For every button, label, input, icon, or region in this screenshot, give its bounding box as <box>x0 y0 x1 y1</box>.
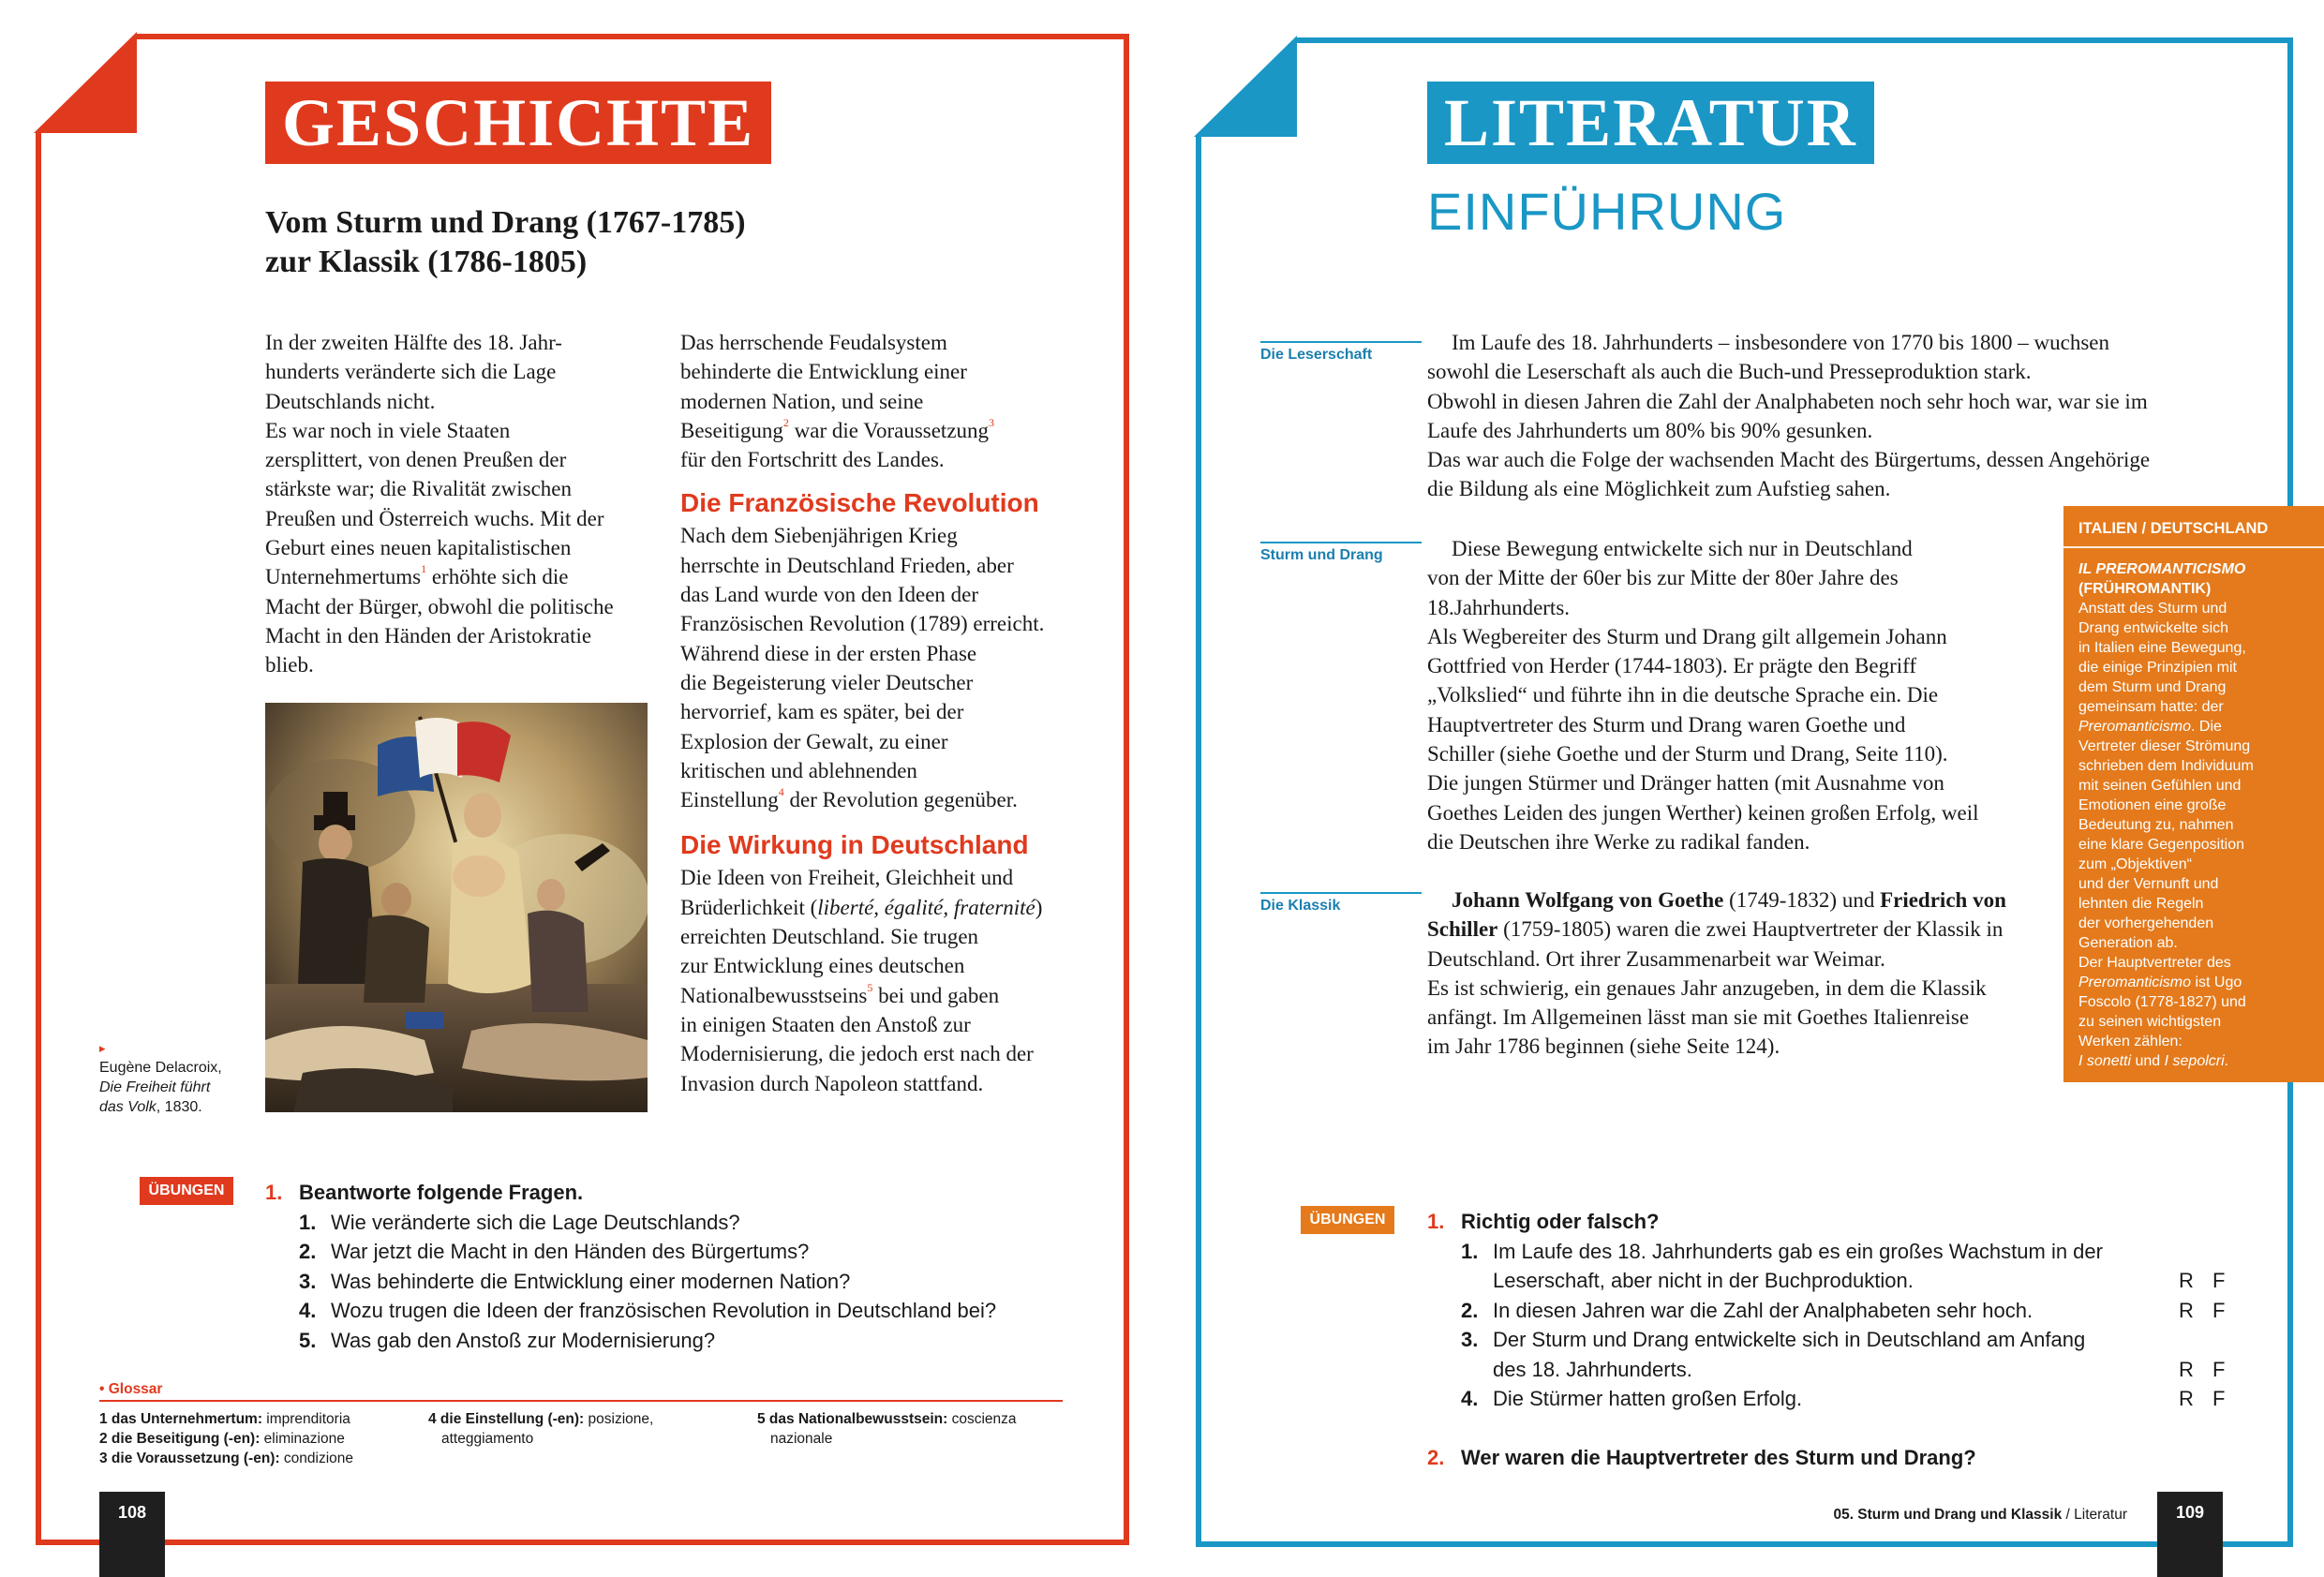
sidebar-divider <box>2063 546 2324 548</box>
sidebar-line <box>2078 1051 2309 1071</box>
margin-rule <box>1260 341 1422 343</box>
exercise-item <box>265 1267 1109 1297</box>
left-exercise-block <box>265 1178 1109 1355</box>
sidebar-line <box>2078 973 2309 992</box>
text-fragment: (1749-1832) und <box>1723 888 1881 912</box>
sidebar-line: Der Hauptvertreter des <box>2078 955 2231 971</box>
text-line: Goethes Leiden des jungen Werther) keinen großen Erfolg, weil <box>1427 800 1979 825</box>
glossary-term: 5 das Nationalbewusstsein: <box>757 1411 948 1427</box>
item-text: des 18. Jahrhunderts. <box>1493 1357 1692 1381</box>
sidebar-line: eine klare Gegenposition <box>2078 837 2245 853</box>
text-line: hervorrief, kam es später, bei der <box>680 700 964 724</box>
text-line: Es ist schwierig, ein genaues Jahr anzugeben, in dem die Klassik <box>1427 975 1987 1000</box>
text-line: Das herrschende Feudalsystem <box>680 331 947 354</box>
sidebar-line: Werken zählen: <box>2078 1034 2182 1049</box>
sidebar-line: Emotionen eine große <box>2078 797 2227 813</box>
french-motto: liberté, égalité, fraternité <box>817 895 1035 919</box>
text-line: von der Mitte der 60er bis zur Mitte der 80er Jahre des <box>1427 566 1899 590</box>
glossary-column-1 <box>99 1409 353 1468</box>
text-line: kritischen und ablehnenden <box>680 758 917 782</box>
exercise-item <box>265 1326 1109 1356</box>
left-page-frame-bottom <box>36 1540 1129 1545</box>
text-line: Während diese in der ersten Phase <box>680 641 977 665</box>
item-text: War jetzt die Macht in den Händen des Bürgertums? <box>331 1240 810 1263</box>
caption-title-line-1: Die Freiheit führt <box>99 1079 211 1095</box>
item-text: Der Sturm und Drang entwickelte sich in Deutschland am Anfang <box>1493 1328 2086 1351</box>
sidebar-line: und der Vernunft und <box>2078 876 2219 892</box>
text-line: in einigen Staaten den Anstoß zur <box>680 1012 971 1036</box>
text-line: zur Entwicklung eines deutschen <box>680 954 965 978</box>
text-line: Explosion der Gewalt, zu einer <box>680 729 948 753</box>
item-text: Die Stürmer hatten großen Erfolg. <box>1493 1387 1803 1410</box>
text-line: 18.Jahrhunderts. <box>1427 595 1571 619</box>
sidebar-title-sub: (FRÜHROMANTIK) <box>2078 581 2212 597</box>
name-schiller: Friedrich von <box>1880 888 2006 912</box>
item-number: 2. <box>1461 1298 1479 1322</box>
glossary-definition: condizione <box>279 1451 354 1466</box>
text-fragment: . <box>2224 1053 2229 1069</box>
item-text: Was behinderte die Entwicklung einer modernen Nation? <box>331 1269 851 1293</box>
margin-rule <box>1260 542 1422 543</box>
item-text: Leserschaft, aber nicht in der Buchproduktion. <box>1493 1269 1914 1292</box>
sidebar-line: Drang entwickelte sich <box>2078 620 2229 636</box>
text-line: Macht in den Händen der Aristokratie <box>265 623 592 647</box>
term-unternehmertum: Unternehmertums <box>265 565 422 589</box>
footnote-mark: 3 <box>989 415 995 429</box>
item-number: 3. <box>299 1269 317 1293</box>
text-line: für den Fortschritt des Landes. <box>680 448 945 472</box>
sidebar-title: IL PREROMANTICISMO <box>2078 561 2246 577</box>
text-line: Diese Bewegung entwickelte sich nur in Deutschland <box>1452 537 1913 560</box>
text-line: die Begeisterung vieler Deutscher <box>680 670 974 694</box>
page-number-left <box>99 1492 165 1577</box>
glossary-entry <box>428 1429 653 1449</box>
right-page-corner-fold <box>1194 36 1299 139</box>
option-richtig[interactable]: R <box>2179 1298 2194 1322</box>
text-line: Schiller (siehe Goethe und der Sturm und Drang, Seite 110). <box>1427 742 1948 766</box>
true-false-item <box>1427 1325 2252 1384</box>
paragraph-sturm-und-drang <box>1427 534 2046 856</box>
page-title-geschichte: GESCHICHTE <box>265 82 771 164</box>
text-line: Es war noch in viele Staaten <box>265 418 511 442</box>
sidebar-italien-deutschland <box>2063 506 2324 1082</box>
option-richtig[interactable]: R <box>2179 1387 2194 1410</box>
glossary-entry <box>757 1429 1017 1449</box>
text-line: Französischen Revolution (1789) erreicht. <box>680 612 1045 636</box>
exercise-title: Wer waren die Hauptvertreter des Sturm und Drang? <box>1461 1445 1976 1469</box>
text-line: Geburt eines neuen kapitalistischen <box>265 536 572 560</box>
item-number: 1. <box>1461 1239 1479 1263</box>
sidebar-line: schrieben dem Individuum <box>2078 758 2254 774</box>
term-beseitigung: Beseitigung <box>680 418 783 442</box>
text-line <box>1427 915 2055 944</box>
item-text: Wozu trugen die Ideen der französischen Revolution in Deutschland bei? <box>331 1299 997 1322</box>
text-line: modernen Nation, und seine <box>680 389 924 413</box>
sidebar-line: die einige Prinzipien mit <box>2078 660 2237 676</box>
text-line: Hauptvertreter des Sturm und Drang waren Goethe und <box>1427 712 1906 736</box>
option-falsch[interactable]: F <box>2212 1387 2226 1410</box>
term-preromanticismo: Preromanticismo <box>2078 719 2192 735</box>
text-line: Macht der Bürger, obwohl die politische <box>265 594 614 618</box>
text-line: erreichten Deutschland. Sie trugen <box>680 925 979 949</box>
sidebar-line: zum „Objektiven“ <box>2078 856 2192 872</box>
text-fragment: ) <box>1035 895 1043 919</box>
right-page-frame-bottom <box>1196 1541 2293 1547</box>
true-false-item <box>1427 1237 2252 1296</box>
exercise-tag-uebungen: ÜBUNGEN <box>140 1177 233 1205</box>
option-richtig[interactable]: R <box>2179 1269 2194 1292</box>
sidebar-line: Vertreter dieser Strömung <box>2078 738 2251 754</box>
page-number-text: 108 <box>117 1503 147 1522</box>
item-text: Was gab den Anstoß zur Modernisierung? <box>331 1328 716 1352</box>
text-line: Gottfried von Herder (1744-1803). Er prägte den Begriff <box>1427 654 1917 678</box>
text-line <box>1427 885 2055 915</box>
text-fragment: der Revolution gegenüber. <box>783 788 1018 812</box>
page-number-right <box>2157 1492 2223 1577</box>
term-einstellung: Einstellung <box>680 788 779 812</box>
left-page-corner-fold <box>34 32 139 135</box>
true-false-item <box>1427 1296 2252 1326</box>
left-page-frame-top <box>136 34 1129 39</box>
glossary-entry <box>99 1429 353 1449</box>
text-line: anfängt. Im Allgemeinen lässt man sie mit Goethes Italienreise <box>1427 1005 1970 1030</box>
text-line: In der zweiten Hälfte des 18. Jahr- <box>265 331 562 354</box>
right-exercise-block <box>1427 1207 2252 1472</box>
text-fragment: und <box>2131 1053 2165 1069</box>
text-line <box>680 416 1093 445</box>
item-number: 3. <box>1461 1328 1479 1351</box>
name-schiller: Schiller <box>1427 917 1498 942</box>
heading-franzoesische-revolution: Die Französische Revolution <box>680 488 1039 518</box>
sidebar-line: Foscolo (1778-1827) und <box>2078 994 2246 1010</box>
text-line <box>680 785 1093 814</box>
sidebar-line: lehnten die Regeln <box>2078 896 2204 912</box>
option-falsch[interactable]: F <box>2212 1357 2226 1381</box>
sidebar-line: in Italien eine Bewegung, <box>2078 640 2246 656</box>
exercise-item <box>265 1208 1109 1238</box>
term-preromanticismo: Preromanticismo <box>2078 974 2192 990</box>
text-line <box>680 981 1093 1010</box>
glossary-entry <box>99 1409 353 1429</box>
text-line: das Land wurde von den Ideen der <box>680 583 979 607</box>
text-line: hunderts veränderte sich die Lage <box>265 360 557 384</box>
sidebar-header: ITALIEN / DEUTSCHLAND <box>2078 520 2269 537</box>
footer-separator: / <box>2062 1507 2075 1523</box>
text-fragment: (1759-1805) waren die zwei Hauptvertreter der Klassik in <box>1497 917 2004 942</box>
glossary-definition: posizione, <box>584 1411 654 1427</box>
item-number: 2. <box>299 1240 317 1263</box>
work-title: I sepolcri <box>2164 1053 2225 1069</box>
caption-artist: Eugène Delacroix, <box>99 1060 222 1076</box>
footer-section: Literatur <box>2074 1507 2127 1523</box>
text-line: „Volkslied“ und führte ihn in die deutsche Sprache ein. Die <box>1427 683 1939 707</box>
text-line: Das war auch die Folge der wachsenden Macht des Bürgertums, dessen Angehörige <box>1427 448 2151 472</box>
option-richtig[interactable]: R <box>2179 1357 2194 1381</box>
caption-title-line-2: das Volk <box>99 1099 156 1115</box>
exercise-number: 1. <box>265 1181 283 1204</box>
exercise-title: Beantworte folgende Fragen. <box>299 1181 584 1204</box>
footnote-mark: 2 <box>782 415 789 429</box>
glossary-term: 3 die Voraussetzung (-en): <box>99 1451 280 1466</box>
item-number: 1. <box>299 1210 317 1234</box>
left-page-frame-left <box>36 131 41 1545</box>
text-line: Die Ideen von Freiheit, Gleichheit und <box>680 866 1014 890</box>
glossary-definition: eliminazione <box>260 1431 345 1447</box>
margin-rule <box>1260 892 1422 894</box>
margin-label-sturm-und-drang: Sturm und Drang <box>1260 547 1383 563</box>
item-number: 4. <box>1461 1387 1479 1410</box>
glossary-entry <box>428 1409 653 1429</box>
name-goethe: Johann Wolfgang von Goethe <box>1452 888 1724 912</box>
heading-wirkung-in-deutschland: Die Wirkung in Deutschland <box>680 830 1029 860</box>
text-line: sowohl die Leserschaft als auch die Buch-und Presseproduktion stark. <box>1427 360 2032 384</box>
text-line: Deutschland. Ort ihrer Zusammenarbeit war Weimar. <box>1427 946 1885 971</box>
item-text: Wie veränderte sich die Lage Deutschlands? <box>331 1210 740 1234</box>
delacroix-painting-image <box>265 703 648 1112</box>
item-text: Im Laufe des 18. Jahrhunderts gab es ein großes Wachstum in der <box>1493 1239 2103 1263</box>
sidebar-line: Bedeutung zu, nahmen <box>2078 817 2234 833</box>
work-title: I sonetti <box>2078 1053 2132 1069</box>
left-page-frame-right <box>1124 34 1129 1545</box>
term-nationalbewusstsein: Nationalbewusstseins <box>680 983 868 1007</box>
page-number-text: 109 <box>2175 1503 2205 1522</box>
glossary-column-2 <box>428 1409 653 1449</box>
text-fragment: erhöhte sich die <box>426 565 569 589</box>
text-line: blieb. <box>265 653 314 677</box>
article-subtitle <box>265 203 746 282</box>
sidebar-line: dem Sturm und Drang <box>2078 679 2227 695</box>
sidebar-line: mit seinen Gefühlen und <box>2078 778 2242 794</box>
sidebar-line: Generation ab. <box>2078 935 2178 951</box>
text-line: Invasion durch Napoleon stattfand. <box>680 1071 984 1095</box>
sidebar-line: Anstatt des Sturm und <box>2078 601 2227 617</box>
glossary-definition: atteggiamento <box>441 1431 534 1447</box>
item-number: 4. <box>299 1299 317 1322</box>
glossary-label: • Glossar <box>99 1381 163 1397</box>
text-line <box>680 893 1093 922</box>
option-falsch[interactable]: F <box>2212 1269 2226 1292</box>
footnote-mark: 5 <box>867 980 873 994</box>
page-title-literatur: LITERATUR <box>1427 82 1874 164</box>
text-line: Preußen und Österreich wuchs. Mit der <box>265 506 604 530</box>
text-line <box>265 562 659 591</box>
footnote-mark: 4 <box>778 785 784 799</box>
text-line: im Jahr 1786 beginnen (siehe Seite 124). <box>1427 1034 1780 1059</box>
margin-label-leserschaft: Die Leserschaft <box>1260 347 1373 363</box>
text-line: Im Laufe des 18. Jahrhunderts – insbesondere von 1770 bis 1800 – wuchsen <box>1452 331 2110 354</box>
exercise-tag-uebungen-right: ÜBUNGEN <box>1301 1206 1394 1234</box>
text-line: behinderte die Entwicklung einer <box>680 360 967 384</box>
text-line: Modernisierung, die jedoch erst nach der <box>680 1042 1034 1066</box>
text-line: Nach dem Siebenjährigen Krieg <box>680 524 958 548</box>
caption-arrow-icon: ▸ <box>99 1041 106 1055</box>
sidebar-line <box>2078 717 2309 736</box>
paragraph-leserschaft <box>1427 328 2242 504</box>
text-fragment: ist Ugo <box>2191 974 2242 990</box>
caption-year: , 1830. <box>156 1099 202 1115</box>
text-line: die Bildung als eine Möglichkeit zum Aufstieg sahen. <box>1427 477 1891 501</box>
glossary-divider <box>99 1400 1063 1402</box>
glossary-definition: imprenditoria <box>261 1411 350 1427</box>
text-line: die Deutschen ihre Werke zu radikal fanden. <box>1427 829 1810 854</box>
exercise-title: Richtig oder falsch? <box>1461 1210 1660 1233</box>
text-line: herrschte in Deutschland Frieden, aber <box>680 553 1014 577</box>
item-text: In diesen Jahren war die Zahl der Analphabeten sehr hoch. <box>1493 1298 2034 1322</box>
footnote-mark: 1 <box>421 562 427 576</box>
glossary-definition: coscienza <box>947 1411 1017 1427</box>
exercise-number: 1. <box>1427 1210 1445 1233</box>
option-falsch[interactable]: F <box>2212 1298 2226 1322</box>
subtitle-line-2: zur Klassik (1786-1805) <box>265 245 588 279</box>
page-footer-running-head <box>1780 1507 2127 1524</box>
text-fragment: bei und gaben <box>872 983 1000 1007</box>
text-line: Deutschlands nicht. <box>265 389 436 413</box>
glossary-column-3 <box>757 1409 1017 1449</box>
glossary-term: 2 die Beseitigung (-en): <box>99 1431 261 1447</box>
painting-caption <box>99 1038 222 1117</box>
exercise-number: 2. <box>1427 1445 1445 1469</box>
subtitle-line-1: Vom Sturm und Drang (1767-1785) <box>265 205 746 240</box>
glossary-entry <box>757 1409 1017 1429</box>
text-line: zersplittert, von denen Preußen der <box>265 448 567 472</box>
footer-chapter: 05. Sturm und Drang und Klassik <box>1833 1507 2063 1523</box>
glossary-entry <box>99 1449 353 1468</box>
glossary-term: 4 die Einstellung (-en): <box>428 1411 585 1427</box>
item-number: 5. <box>299 1328 317 1352</box>
margin-label-klassik: Die Klassik <box>1260 898 1341 914</box>
text-line: Als Wegbereiter des Sturm und Drang gilt allgemein Johann <box>1427 624 1947 648</box>
text-line: Die jungen Stürmer und Dränger hatten (mit Ausnahme von <box>1427 771 1944 796</box>
page-subtitle-einfuehrung: EINFÜHRUNG <box>1427 182 1787 241</box>
right-column-text <box>680 328 1093 1098</box>
sidebar-line: gemeinsam hatte: der <box>2078 699 2224 715</box>
glossary-definition: nazionale <box>770 1431 833 1447</box>
glossary-term: 1 das Unternehmertum: <box>99 1411 262 1427</box>
text-fragment: Brüderlichkeit ( <box>680 895 818 919</box>
sidebar-line: der vorhergehenden <box>2078 915 2214 931</box>
left-column-text <box>265 328 659 680</box>
text-line: stärkste war; die Rivalität zwischen <box>265 477 573 501</box>
text-fragment: war die Voraussetzung <box>788 418 990 442</box>
exercise-item <box>265 1296 1109 1326</box>
text-fragment: . Die <box>2191 719 2222 735</box>
sidebar-line: zu seinen wichtigsten <box>2078 1014 2222 1030</box>
text-line: Obwohl in diesen Jahren die Zahl der Analphabeten noch sehr hoch war, war sie im <box>1427 389 2148 413</box>
paragraph-klassik <box>1427 885 2055 1062</box>
true-false-item <box>1427 1384 2252 1414</box>
right-page-frame-left <box>1196 136 1201 1547</box>
exercise-item <box>265 1237 1109 1267</box>
text-line: Laufe des Jahrhunderts um 80% bis 90% gesunken. <box>1427 418 1873 442</box>
right-page-frame-top <box>1296 37 2293 43</box>
